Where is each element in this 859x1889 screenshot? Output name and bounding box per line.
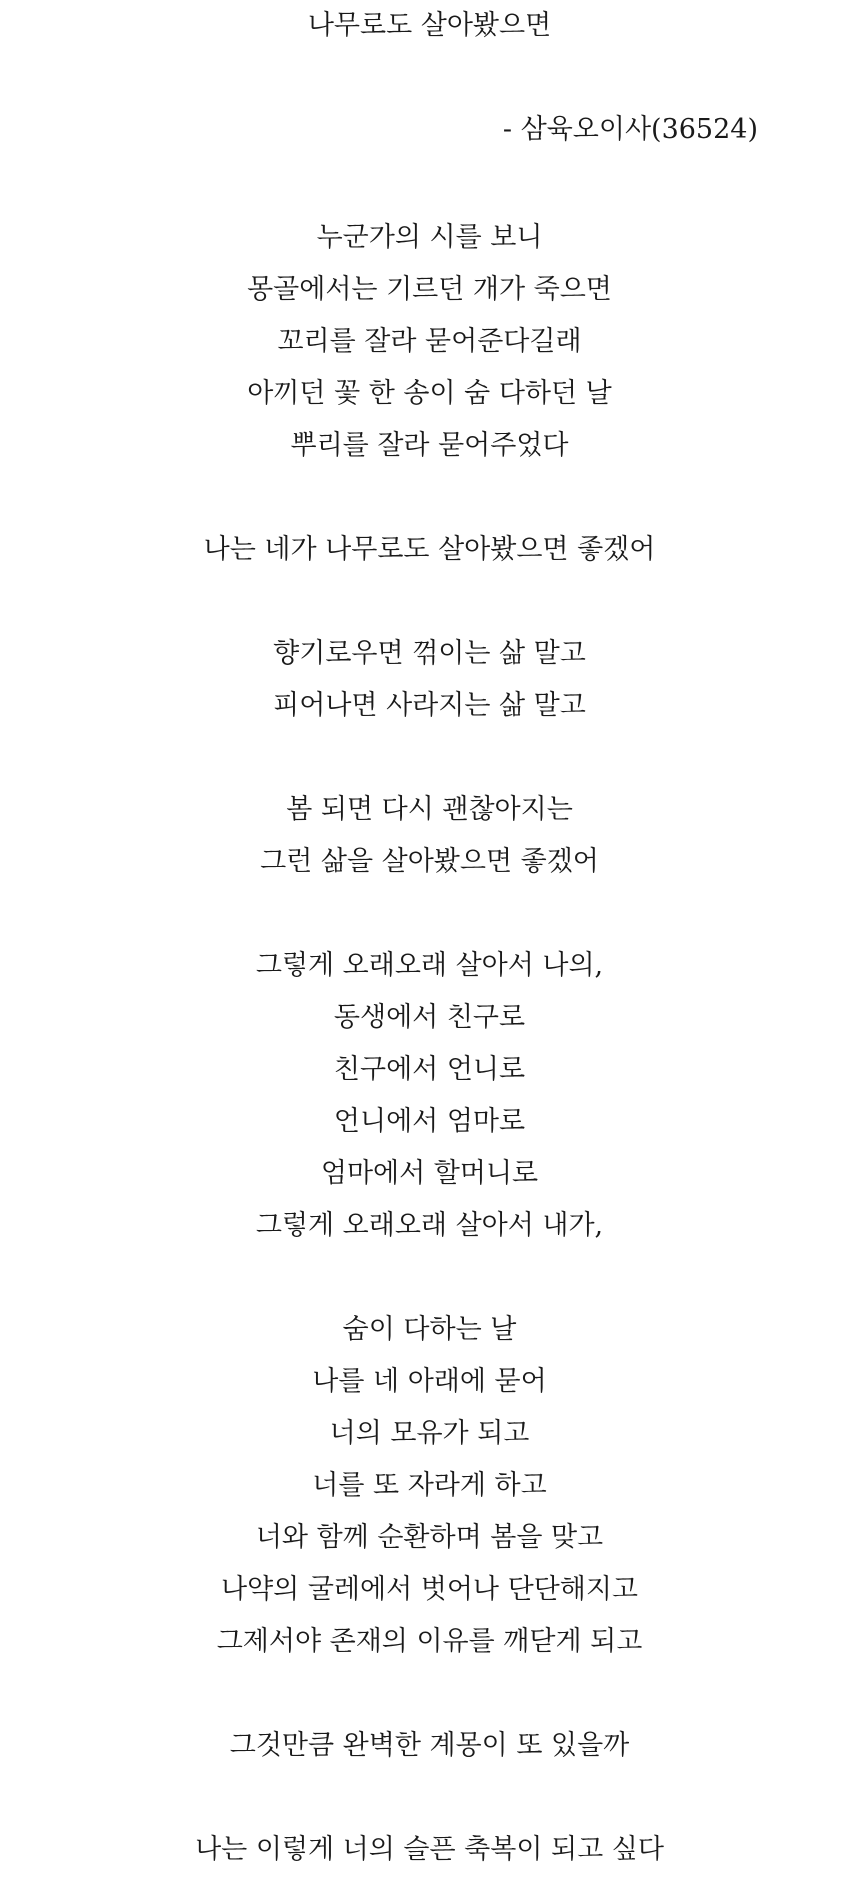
stanza-break	[0, 888, 859, 940]
stanza	[0, 1824, 859, 1876]
poem-line: 뿌리를 잘라 묻어주었다	[290, 430, 569, 461]
poem-line: 너의 모유가 되고	[329, 1418, 530, 1449]
stanza	[0, 1304, 859, 1668]
stanza	[0, 784, 859, 888]
stanza-break	[0, 1252, 859, 1304]
poem-line: 숨이 다하는 날	[342, 1314, 517, 1345]
stanza-break	[0, 472, 859, 524]
poem-line: 너와 함께 순환하며 봄을 맞고	[255, 1522, 604, 1553]
poem-line: 동생에서 친구로	[333, 1002, 526, 1033]
stanza	[0, 212, 859, 472]
poem-line: 너를 또 자라게 하고	[312, 1470, 547, 1501]
poem-title: 나무로도 살아봤으면	[307, 10, 552, 41]
poem-line: 언니에서 엄마로	[333, 1106, 526, 1137]
poem-line: 나는 네가 나무로도 살아봤으면 좋겠어	[203, 534, 656, 565]
poem-line: 몽골에서는 기르던 개가 죽으면	[247, 274, 612, 305]
poem-line: 그렇게 오래오래 살아서 내가,	[255, 1210, 604, 1241]
poem-line: 그런 삶을 살아봤으면 좋겠어	[260, 846, 599, 877]
poem-line: 그제서야 존재의 이유를 깨닫게 되고	[216, 1626, 643, 1657]
stanza	[0, 940, 859, 1252]
stanza	[0, 628, 859, 732]
poem-line: 나약의 굴레에서 벗어나 단단해지고	[221, 1574, 638, 1605]
stanza-break	[0, 732, 859, 784]
poem-line: 엄마에서 할머니로	[320, 1158, 539, 1189]
poem-line: 향기로우면 꺾이는 삶 말고	[273, 638, 586, 669]
poem-line: 친구에서 언니로	[333, 1054, 526, 1085]
stanza-break	[0, 576, 859, 628]
poem-line: 누군가의 시를 보니	[316, 222, 543, 253]
poem-line: 그렇게 오래오래 살아서 나의,	[255, 950, 604, 981]
poem-line: 꼬리를 잘라 묻어준다길래	[277, 326, 582, 357]
poem-line: 피어나면 사라지는 삶 말고	[273, 690, 586, 721]
poem-line: 봄 되면 다시 괜찮아지는	[286, 794, 573, 825]
poem-author: - 삼육오이사(36524)	[502, 114, 758, 145]
poem-line: 그것만큼 완벽한 계몽이 또 있을까	[229, 1730, 630, 1761]
poem-body	[0, 212, 859, 1876]
poem-line: 나는 이렇게 너의 슬픈 축복이 되고 싶다	[195, 1834, 664, 1865]
stanza-break	[0, 1668, 859, 1720]
poem-line: 나를 네 아래에 묻어	[312, 1366, 547, 1397]
stanza	[0, 524, 859, 576]
poem-line: 아끼던 꽃 한 송이 숨 다하던 날	[247, 378, 612, 409]
stanza-break	[0, 1772, 859, 1824]
stanza	[0, 1720, 859, 1772]
